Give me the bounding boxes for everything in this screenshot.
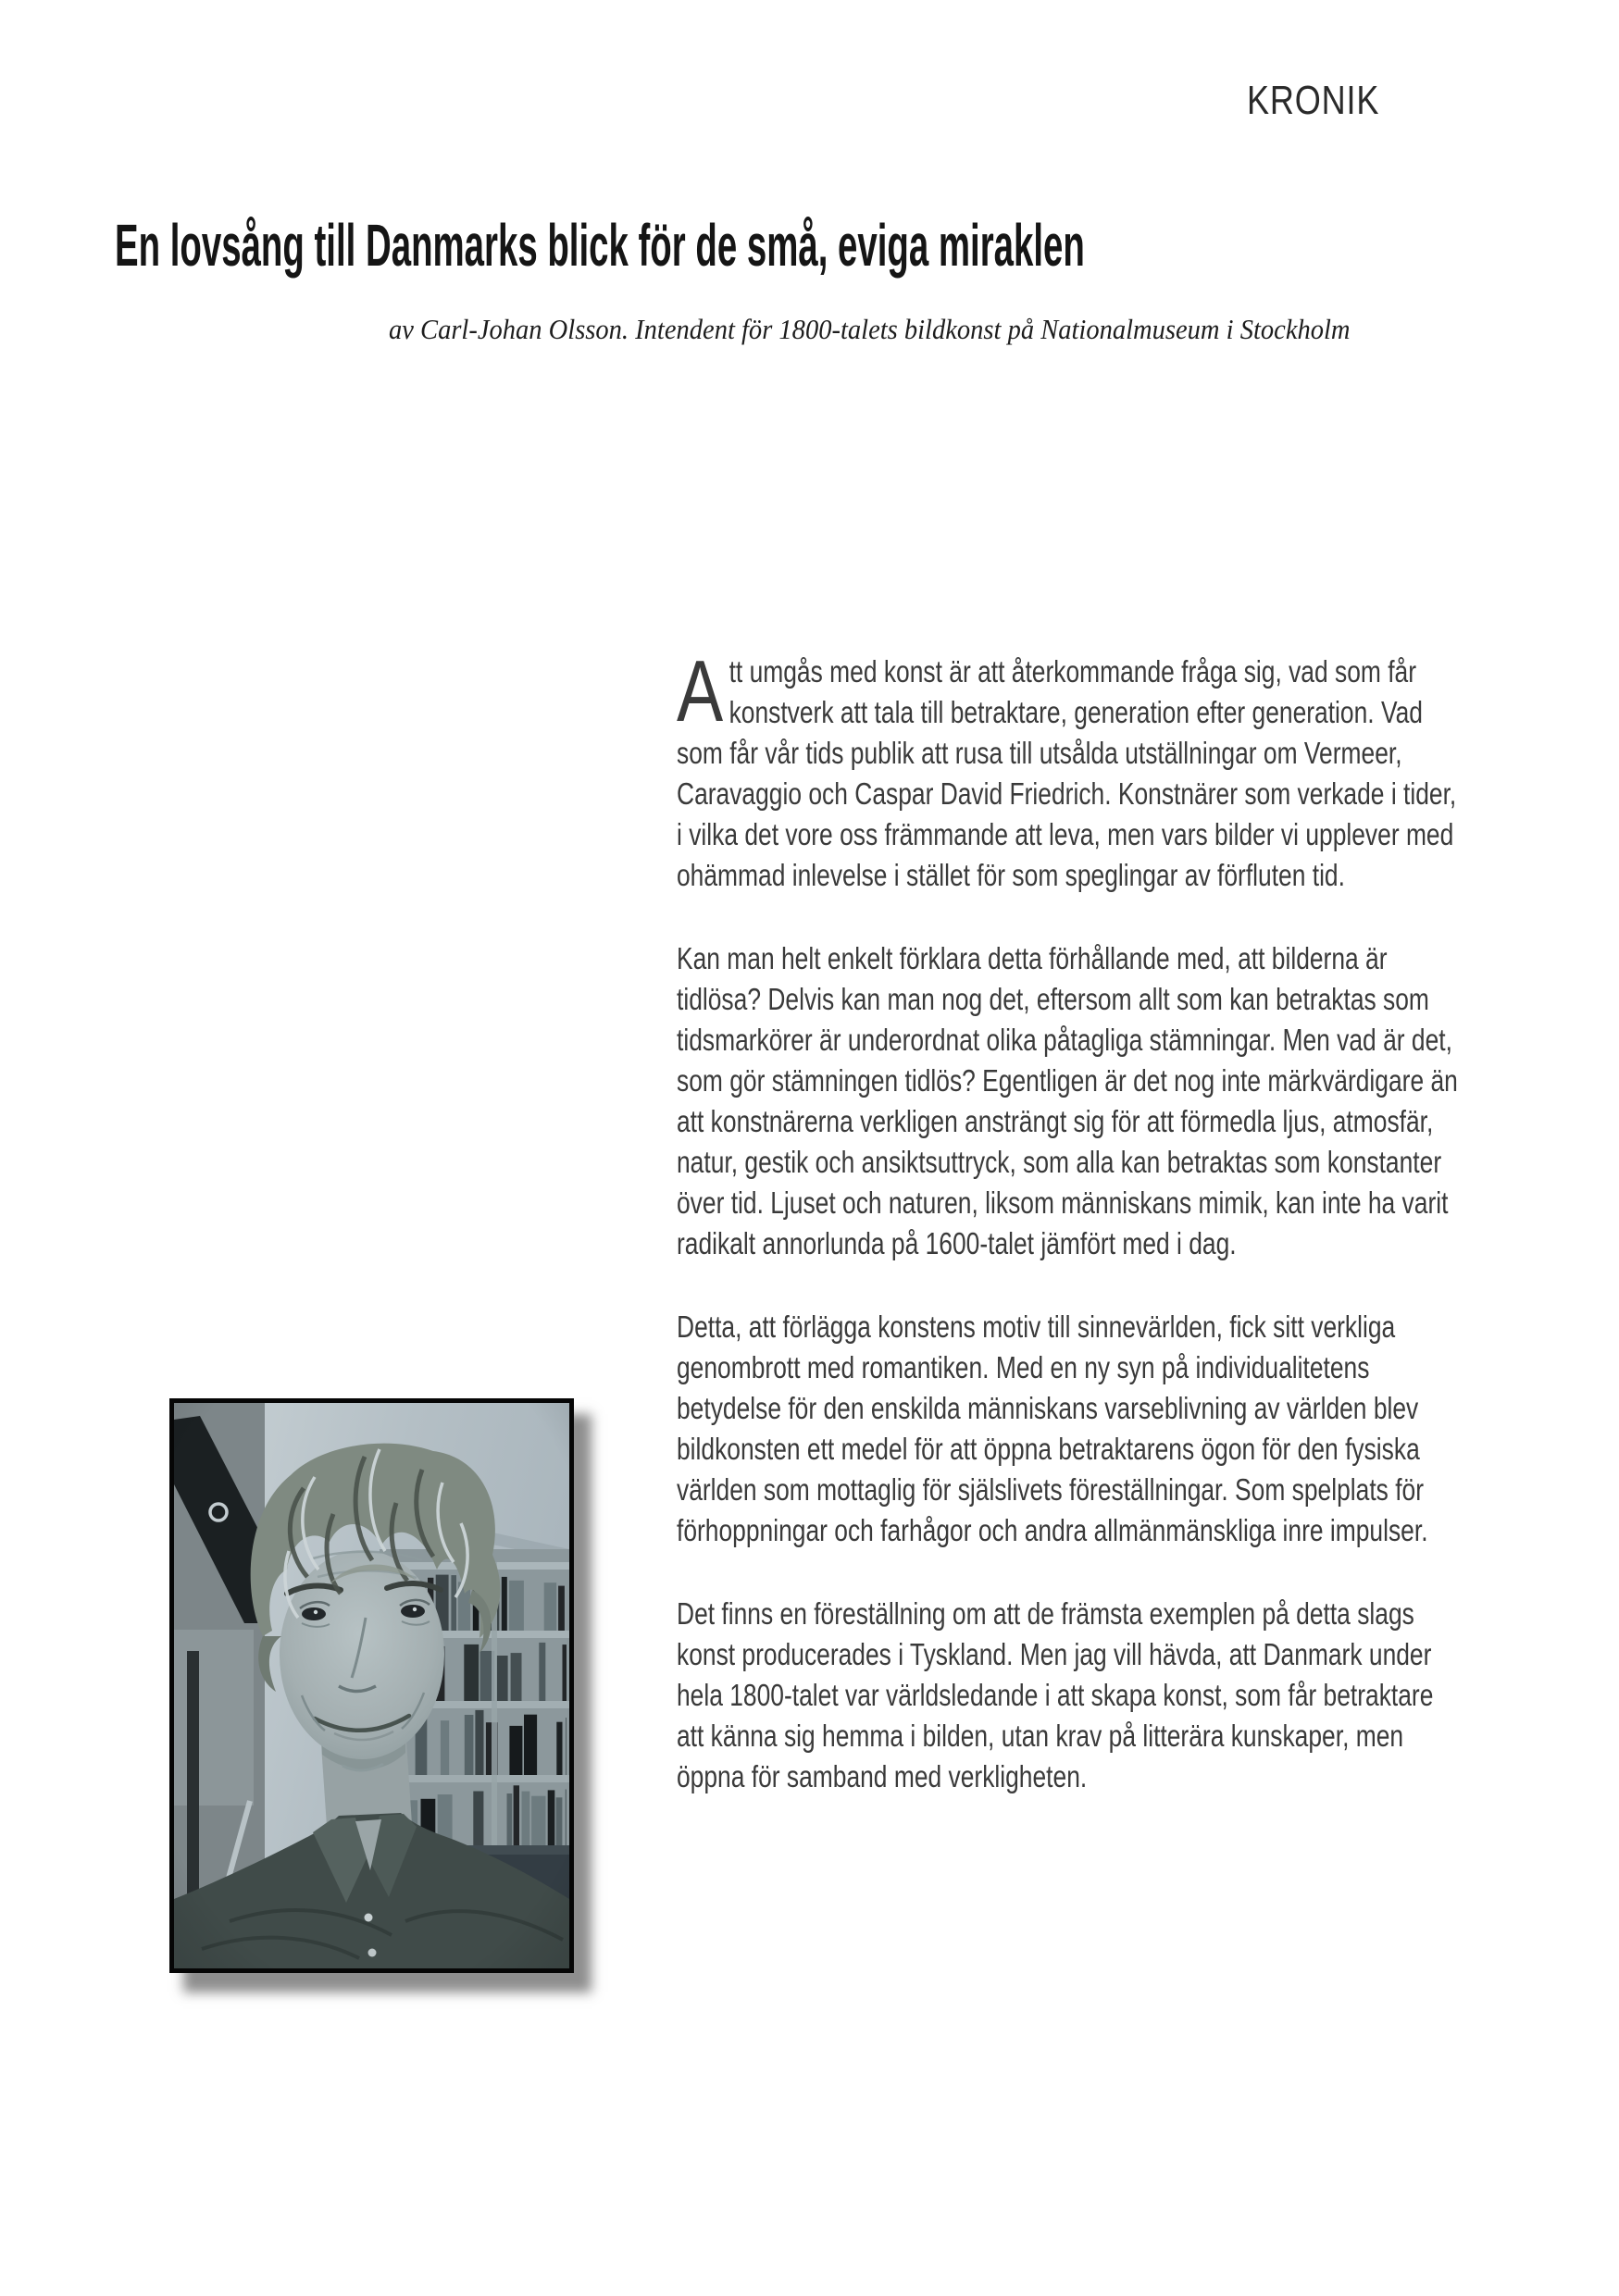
byline: av Carl-Johan Olsson. Intendent för 1800-talets bildkonst på Nationalmuseum i Stockholm (389, 313, 1351, 345)
paragraph-3: Detta, att förlägga konstens motiv till sinnevärlden, fick sitt verkliga genombrott med romantiken. Med en ny syn på individualitetens betydelse för den enskilda människans varseblivning av världen blev bildkonsten ett medel för att öppna betraktarens ögon för den fysiska världen som mottaglig för själslivets föreställningar. Som spelplats för förhoppningar och farhågor och andra allmänmänskliga inre impulser. (677, 1309, 1428, 1547)
page-title: En lovsång till Danmarks blick för de små, eviga miraklen (115, 212, 1085, 279)
photo-vignette (174, 1403, 569, 1968)
paragraph-1 (677, 642, 1466, 896)
paragraph-1-text: tt umgås med konst är att återkommande fråga sig, vad som får konstverk att tala till betraktare, generation efter generation. Vad som får vår tids publik att rusa till utsålda utställningar om Vermeer, Caravaggio och Caspar David Friedrich. Konstnärer som verkade i tider, i vilka det vore oss främmande att leva, men vars bilder vi upplever med ohämmad inlevelse i stället för som speglingar av förfluten tid. (677, 654, 1457, 892)
portrait-photo (169, 1398, 574, 1973)
portrait-illustration (174, 1403, 569, 1968)
paragraph-4: Det finns en föreställning om att de främsta exemplen på detta slags konst producerades i Tyskland. Men jag vill hävda, att Danmark under hela 1800-talet var världsledande i att skapa konst, som får betraktare att känna sig hemma i bilden, utan krav på litterära kunskaper, men öppna för samband med verkligheten. (677, 1596, 1434, 1793)
drop-cap: A (677, 642, 724, 739)
section-kicker: KRONIK (1247, 78, 1380, 123)
paragraph-2: Kan man helt enkelt förklara detta förhållande med, att bilderna är tidlösa? Delvis kan man nog det, eftersom allt som kan betraktas som tidsmarkörer är underordnat olika påtagliga stämningar. Men vad är det, som gör stämningen tidlös? Egentligen är det nog inte märkvärdigare än att konstnärerna verkligen ansträngt sig för att förmedla ljus, atmosfär, natur, gestik och ansiktsuttryck, som alla kan betraktas som konstanter över tid. Ljuset och naturen, liksom människans mimik, kan inte ha varit radikalt annorlunda på 1600-talet jämfört med i dag. (677, 941, 1458, 1260)
article-body (677, 642, 1466, 1840)
